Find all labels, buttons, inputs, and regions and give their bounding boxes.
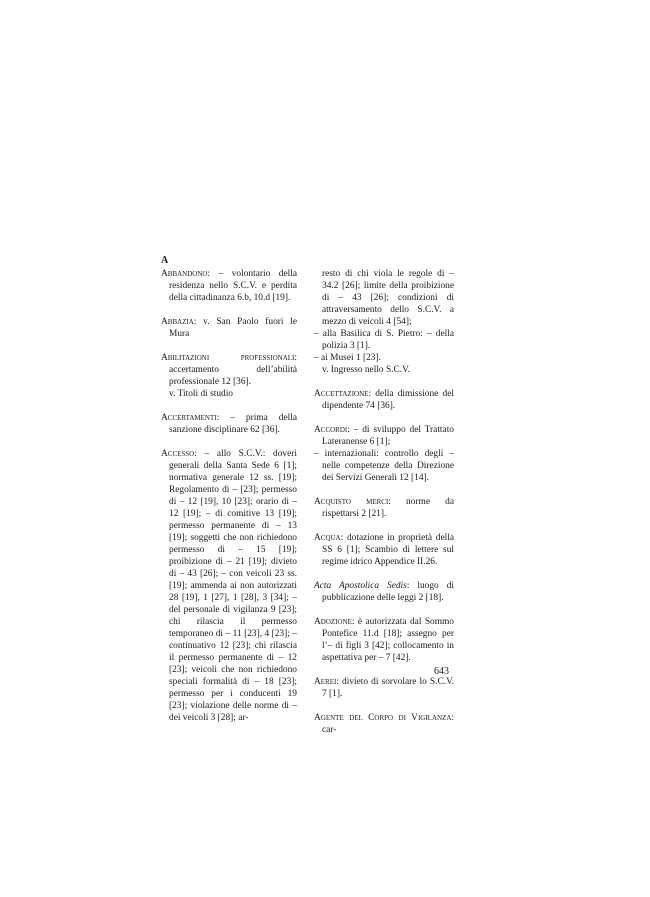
index-entry	[161, 316, 297, 340]
entry-text: : v. San Paolo fuori le Mura	[169, 317, 297, 339]
index-entry	[314, 616, 454, 664]
entry-headword: Accesso	[161, 449, 195, 459]
entry-headword: Acta Apostolica Sedis	[314, 581, 407, 591]
index-entry	[161, 352, 297, 400]
entry-headword: Aerei	[314, 677, 337, 687]
entry-headword: Abbazia	[161, 317, 194, 327]
entry-headword: Abilitazioni professionali	[161, 353, 295, 363]
right-column	[314, 268, 454, 748]
index-entry	[314, 532, 454, 568]
entry-text: : accertamento dell’abilità professionale 12 [36].	[169, 353, 297, 387]
section-letter: A	[161, 255, 169, 266]
entry-headword: Acquisto merci	[314, 497, 389, 507]
entry-text: : – allo S.C.V.: doveri generali della Santa Sede 6 [1]; normativa generale 12 ss. [19]; Regolamento di – [23]; permesso di – 12 [19], 10 [23]; orario di – 12 [19]; – di comitive 13 [19]; permesso permanente di – 13 [19]; soggetti che non richiedono permesso di – 15 [19]; proibizione di – 21 [19]; divieto di – 43 [26]; – con veicoli 23 ss. [19]; ammenda ai non autorizzati 28 [19], 1 [27], 1 [28], 3 [34]; – del personale di vigilanza 9 [23]; chi rilascia il permesso temporaneo di – 11 [23], 4 [23]; – continuativo 12 [23]; chi rilascia il permesso permanente di – 12 [23]; veicoli che non richiedono speciali formalità di – 18 [23]; permesso per i conducenti 19 [23]; violazione delle norme di – dei veicoli 3 [28]; ar-	[169, 449, 297, 723]
entry-headword: Accettazione	[314, 389, 369, 399]
index-entry	[314, 424, 454, 484]
entry-text: : divieto di sorvolare lo S.C.V. 7 [1].	[322, 677, 454, 699]
index-entry	[314, 676, 454, 700]
left-column	[161, 268, 297, 736]
entry-headword: Acqua	[314, 533, 341, 543]
entry-text: : – di sviluppo del Trattato Lateranense 6 [1];	[322, 425, 454, 447]
entry-text: : car-	[322, 713, 454, 735]
sub-entry: – alla Basilica di S. Pietro: – della polizia 3 [1].	[314, 329, 454, 351]
index-entry	[161, 412, 297, 436]
entry-text: : dotazione in proprietà della SS 6 [1]; Scambio di lettere sul regime idrico Appendice II.26.	[322, 533, 454, 567]
entry-headword: Accertamenti	[161, 413, 217, 423]
entry-body	[314, 424, 454, 448]
sub-entry: – ai Musei 1 [23].	[314, 353, 381, 363]
index-entry	[314, 496, 454, 520]
entry-headword: Agente del Corpo di Vigilanza	[314, 713, 452, 723]
index-entry	[161, 268, 297, 304]
entry-headword: Accordi	[314, 425, 348, 435]
entry-body	[161, 352, 297, 388]
see-also-reference: v. Ingresso nello S.C.V.	[322, 365, 411, 375]
see-also-reference: v. Titoli di studio	[169, 389, 233, 399]
entry-text: : – volontario della residenza nello S.C.V. e perdita della cittadinanza 6.b, 10.d [19].	[169, 269, 297, 303]
entry-continuation: resto di chi viola le regole di – 34.2 [26]; limite della proibizione di – 43 [26]; condizioni di attraversamento dello S.C.V. a mezzo di veicoli 4 [54];	[322, 269, 454, 327]
index-entry	[314, 712, 454, 736]
entry-text: : è autorizzata dal Sommo Pontefice 11.d [18]; assegno per l’– di figli 3 [42]; collocamento in aspettativa per – 7 [42].	[322, 617, 454, 663]
index-entry	[314, 580, 454, 604]
page-number: 643	[434, 666, 449, 677]
index-entry	[314, 388, 454, 412]
index-entry	[161, 448, 297, 724]
entry-headword: Adozione	[314, 617, 352, 627]
entry-headword: Abbandono	[161, 269, 208, 279]
entry-text: : – prima della sanzione disciplinare 62 [36].	[169, 413, 297, 435]
entry-text: : della dimissione del dipendente 74 [36].	[322, 389, 454, 411]
entry-text: : norme da rispettarsi 2 [21].	[322, 497, 454, 519]
entry-text: : luogo di pubblicazione delle leggi 2 [18].	[322, 581, 454, 603]
sub-entry: – internazionali: controllo degli – nelle competenze della Direzione dei Servizi Generali 12 [14].	[314, 449, 454, 483]
